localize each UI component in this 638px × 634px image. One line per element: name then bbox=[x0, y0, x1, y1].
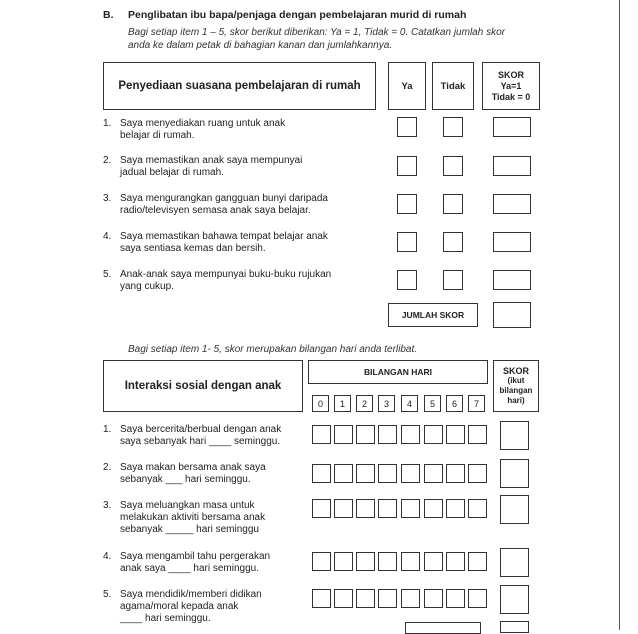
day-box[interactable] bbox=[446, 425, 465, 444]
day-box[interactable] bbox=[378, 425, 397, 444]
day-box[interactable] bbox=[424, 589, 443, 608]
item-text: Saya memastikan anak saya mempunyai jadual belajar di rumah. bbox=[120, 155, 303, 178]
skor-box[interactable] bbox=[500, 585, 529, 614]
ya-checkbox[interactable] bbox=[397, 156, 417, 176]
jumlah-skor-box-cutoff[interactable] bbox=[500, 621, 529, 633]
section-instruction-line2: anda ke dalam petak di bahagian kanan dan jumlahkannya. bbox=[128, 40, 393, 51]
jumlah-skor-label: JUMLAH SKOR bbox=[388, 303, 478, 327]
table2-col-skor: SKOR (ikut bilangan hari) bbox=[493, 360, 539, 412]
day-box[interactable] bbox=[468, 499, 487, 518]
day-label-1: 1 bbox=[334, 395, 351, 412]
table2-header: Interaksi sosial dengan anak bbox=[103, 360, 303, 412]
skor-box[interactable] bbox=[500, 548, 529, 577]
day-box[interactable] bbox=[446, 464, 465, 483]
day-box[interactable] bbox=[401, 464, 420, 483]
day-box[interactable] bbox=[312, 552, 331, 571]
page-right-border bbox=[619, 0, 620, 630]
item-number: 5. bbox=[103, 269, 112, 280]
day-box[interactable] bbox=[401, 425, 420, 444]
day-box[interactable] bbox=[424, 552, 443, 571]
item-text: Saya mengurangkan gangguan bunyi daripada radio/televisyen semasa anak saya belajar. bbox=[120, 193, 328, 216]
day-box[interactable] bbox=[356, 589, 375, 608]
table1-col-skor: SKOR Ya=1 Tidak = 0 bbox=[482, 62, 540, 110]
day-label-4: 4 bbox=[401, 395, 418, 412]
ya-checkbox[interactable] bbox=[397, 117, 417, 137]
item-text: Saya mengambil tahu pergerakan anak saya ____ hari seminggu. bbox=[120, 551, 271, 574]
table2-instruction: Bagi setiap item 1- 5, skor merupakan bilangan hari anda terlibat. bbox=[128, 344, 418, 355]
item-number: 3. bbox=[103, 193, 112, 204]
day-box[interactable] bbox=[356, 464, 375, 483]
tidak-checkbox[interactable] bbox=[443, 194, 463, 214]
skor-box[interactable] bbox=[500, 421, 529, 450]
item-text: Saya bercerita/berbual dengan anak saya sebanyak hari ____ seminggu. bbox=[120, 424, 282, 447]
day-box[interactable] bbox=[334, 589, 353, 608]
item-number: 1. bbox=[103, 118, 112, 129]
day-box[interactable] bbox=[401, 552, 420, 571]
skor-box[interactable] bbox=[500, 495, 529, 524]
day-label-2: 2 bbox=[356, 395, 373, 412]
day-label-5: 5 bbox=[424, 395, 441, 412]
skor-box[interactable] bbox=[493, 117, 531, 137]
item-number: 2. bbox=[103, 155, 112, 166]
day-box[interactable] bbox=[468, 552, 487, 571]
item-number: 5. bbox=[103, 589, 112, 600]
item-number: 4. bbox=[103, 231, 112, 242]
table1-col-ya: Ya bbox=[388, 62, 426, 110]
day-label-0: 0 bbox=[312, 395, 329, 412]
ya-checkbox[interactable] bbox=[397, 232, 417, 252]
jumlah-skor-box[interactable] bbox=[493, 302, 531, 328]
day-box[interactable] bbox=[378, 464, 397, 483]
day-box[interactable] bbox=[401, 589, 420, 608]
day-box[interactable] bbox=[334, 464, 353, 483]
item-number: 2. bbox=[103, 462, 112, 473]
day-box[interactable] bbox=[356, 552, 375, 571]
day-box[interactable] bbox=[356, 499, 375, 518]
item-text: Saya meluangkan masa untuk melakukan aktiviti bersama anak sebanyak _____ hari seminggu bbox=[120, 500, 266, 535]
tidak-checkbox[interactable] bbox=[443, 270, 463, 290]
ya-checkbox[interactable] bbox=[397, 270, 417, 290]
item-text: Saya menyediakan ruang untuk anak belajar di rumah. bbox=[120, 118, 286, 141]
day-box[interactable] bbox=[468, 589, 487, 608]
day-box[interactable] bbox=[312, 464, 331, 483]
day-label-6: 6 bbox=[446, 395, 463, 412]
day-box[interactable] bbox=[312, 425, 331, 444]
item-number: 3. bbox=[103, 500, 112, 511]
bilangan-hari-header: BILANGAN HARI bbox=[308, 360, 488, 384]
day-box[interactable] bbox=[468, 464, 487, 483]
day-box[interactable] bbox=[401, 499, 420, 518]
day-box[interactable] bbox=[424, 425, 443, 444]
table1-col-tidak: Tidak bbox=[432, 62, 474, 110]
section-letter: B. bbox=[103, 9, 114, 21]
section-title: Penglibatan ibu bapa/penjaga dengan pembelajaran murid di rumah bbox=[128, 9, 467, 21]
skor-box[interactable] bbox=[493, 270, 531, 290]
skor-box[interactable] bbox=[493, 232, 531, 252]
item-number: 1. bbox=[103, 424, 112, 435]
day-box[interactable] bbox=[468, 425, 487, 444]
jumlah-skor-label-cutoff bbox=[405, 622, 481, 634]
skor-box[interactable] bbox=[500, 459, 529, 488]
item-number: 4. bbox=[103, 551, 112, 562]
day-box[interactable] bbox=[378, 552, 397, 571]
day-box[interactable] bbox=[446, 589, 465, 608]
section-instruction-line1: Bagi setiap item 1 – 5, skor berikut diberikan: Ya = 1, Tidak = 0. Catatkan jumlah skor bbox=[128, 27, 505, 38]
ya-checkbox[interactable] bbox=[397, 194, 417, 214]
day-box[interactable] bbox=[334, 499, 353, 518]
day-box[interactable] bbox=[312, 589, 331, 608]
day-label-7: 7 bbox=[468, 395, 485, 412]
item-text: Saya mendidik/memberi didikan agama/moral kepada anak ____ hari seminggu. bbox=[120, 589, 262, 624]
day-box[interactable] bbox=[312, 499, 331, 518]
tidak-checkbox[interactable] bbox=[443, 232, 463, 252]
skor-box[interactable] bbox=[493, 156, 531, 176]
table1-header: Penyediaan suasana pembelajaran di rumah bbox=[103, 62, 376, 110]
day-box[interactable] bbox=[424, 499, 443, 518]
skor-box[interactable] bbox=[493, 194, 531, 214]
day-box[interactable] bbox=[378, 589, 397, 608]
tidak-checkbox[interactable] bbox=[443, 117, 463, 137]
day-box[interactable] bbox=[356, 425, 375, 444]
item-text: Saya memastikan bahawa tempat belajar anak saya sentiasa kemas dan bersih. bbox=[120, 231, 328, 254]
day-box[interactable] bbox=[446, 552, 465, 571]
tidak-checkbox[interactable] bbox=[443, 156, 463, 176]
item-text: Anak-anak saya mempunyai buku-buku rujukan yang cukup. bbox=[120, 269, 332, 292]
item-text: Saya makan bersama anak saya sebanyak ___ hari seminggu. bbox=[120, 462, 266, 485]
day-box[interactable] bbox=[424, 464, 443, 483]
day-box[interactable] bbox=[378, 499, 397, 518]
day-label-3: 3 bbox=[378, 395, 395, 412]
day-box[interactable] bbox=[334, 425, 353, 444]
day-box[interactable] bbox=[446, 499, 465, 518]
day-box[interactable] bbox=[334, 552, 353, 571]
